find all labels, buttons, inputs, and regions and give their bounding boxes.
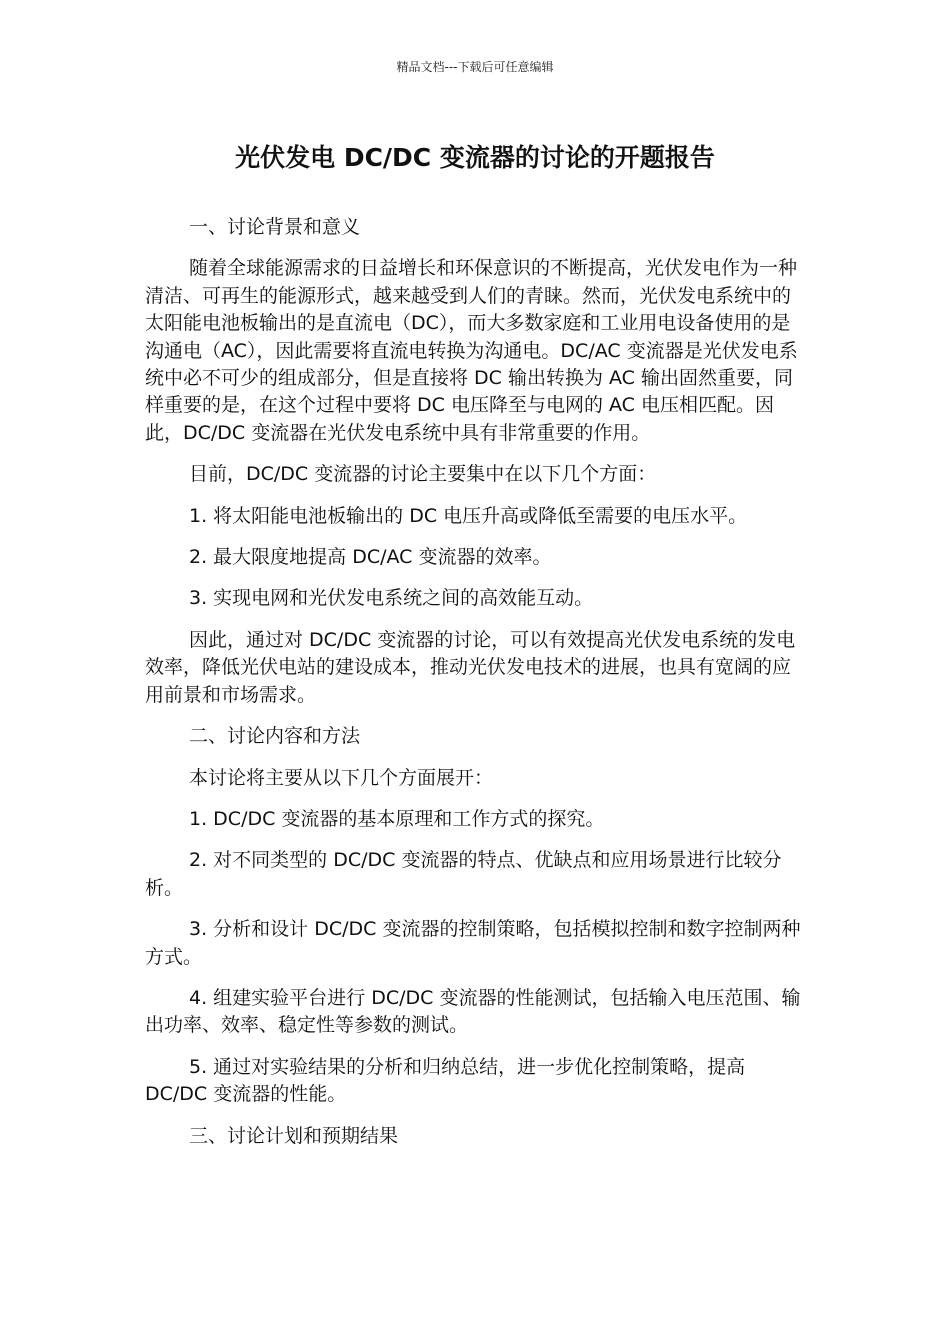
page-header: 精品文档---下载后可任意编辑 (396, 60, 554, 74)
list-item-content-5: 5. 通过对实验结果的分析和归纳总结，进一步优化控制策略，提高 DC/DC 变流器的性能。 (145, 1055, 746, 1106)
list-item-focus-3: 3. 实现电网和光伏发电系统之间的高效能互动。 (189, 587, 594, 610)
section-heading-content-methods: 二、讨论内容和方法 (189, 725, 361, 748)
list-item-content-4: 4. 组建实验平台进行 DC/DC 变流器的性能测试，包括输入电压范围、输出功率、效率、稳定性等参数的测试。 (145, 986, 801, 1037)
paragraph-significance: 因此，通过对 DC/DC 变流器的讨论，可以有效提高光伏发电系统的发电效率，降低光伏电站的建设成本，推动光伏发电技术的进展，也具有宽阔的应用前景和市场需求。 (145, 628, 796, 706)
list-item-content-2: 2. 对不同类型的 DC/DC 变流器的特点、优缺点和应用场景进行比较分析。 (145, 849, 782, 899)
paragraph-background: 随着全球能源需求的日益增长和环保意识的不断提高，光伏发电作为一种清洁、可再生的能源形式，越来越受到人们的青睐。然而，光伏发电系统中的太阳能电池板输出的是直流电（DC），而大多数家庭和工业用电设备使用的是沟通电（AC），因此需要将直流电转换为沟通电。DC/AC 变流器是光伏发电系统中必不可少的组成部分，但是直接将 DC 输出转换为 AC 输出固然重要，同样重要的是，在这个过程中要将 DC 电压降至与电网的 AC 电压相匹配。因此，DC/DC 变流器在光伏发电系统中具有非常重要的作用。 (145, 257, 798, 444)
paragraph-research-focus-intro: 目前，DC/DC 变流器的讨论主要集中在以下几个方面： (189, 463, 657, 486)
paragraph-content-intro: 本讨论将主要从以下几个方面展开： (189, 766, 494, 789)
document-body (145, 214, 807, 1164)
document-title: 光伏发电 DC/DC 变流器的讨论的开题报告 (235, 143, 715, 172)
list-item-focus-2: 2. 最大限度地提高 DC/AC 变流器的效率。 (189, 546, 552, 569)
list-item-focus-1: 1. 将太阳能电池板输出的 DC 电压升高或降低至需要的电压水平。 (189, 504, 748, 527)
section-heading-background: 一、讨论背景和意义 (189, 216, 361, 238)
section-heading-plan-results: 三、讨论计划和预期结果 (189, 1124, 399, 1147)
list-item-content-1: 1. DC/DC 变流器的基本原理和工作方式的探究。 (189, 807, 605, 830)
list-item-content-3: 3. 分析和设计 DC/DC 变流器的控制策略，包括模拟控制和数字控制两种方式。 (145, 918, 801, 968)
